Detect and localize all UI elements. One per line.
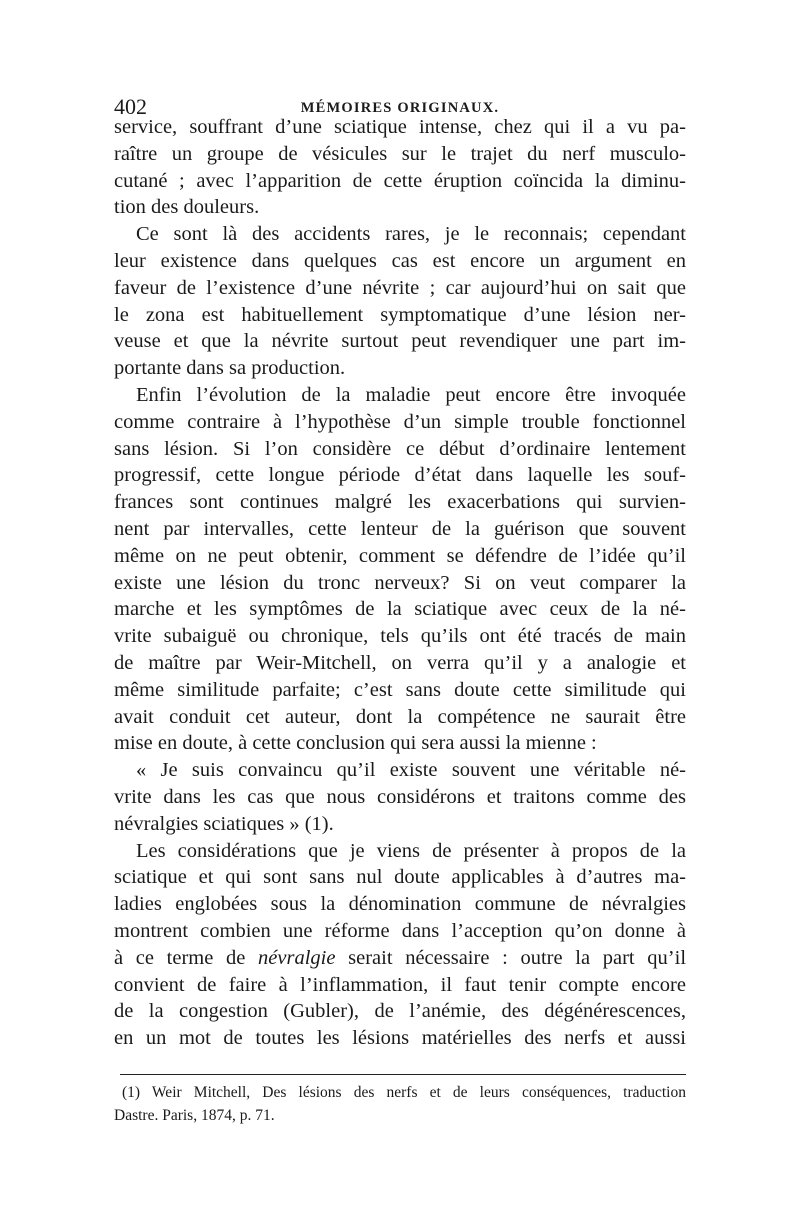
page-number: 402 [114, 94, 147, 119]
text-line: montrent combien une réforme dans l’acception qu’on donne à [114, 919, 686, 942]
paragraph-start: Enfin l’évolution de la maladie peut encore être invoquée [136, 383, 686, 406]
text-line-with-italic [114, 945, 686, 972]
paragraph-start: Ce sont là des accidents rares, je le reconnais; cependant [136, 223, 686, 246]
text-segment: serait nécessaire : outre la part qu’il [348, 946, 687, 969]
text-line: cutané ; avec l’apparition de cette éruption coïncida la diminu- [114, 169, 686, 192]
text-line: portante dans sa production. [114, 357, 346, 380]
footnote-rule [120, 1074, 686, 1075]
text-line: sciatique et qui sont sans nul doute applicables à d’autres ma- [114, 866, 686, 889]
text-line: marche et les symptômes de la sciatique avec ceux de la né- [114, 598, 686, 621]
paragraph-start: Les considérations que je viens de présenter à propos de la [136, 839, 686, 862]
text-line: de maître par Weir-Mitchell, on verra qu’il y a analogie et [114, 651, 686, 674]
text-line: de la congestion (Gubler), de l’anémie, des dégénérescences, [114, 1000, 686, 1023]
text-line: même on ne peut obtenir, comment se défendre de l’idée qu’il [114, 544, 686, 567]
text-line: comme contraire à l’hypothèse d’un simple trouble fonctionnel [114, 410, 686, 433]
footnote [114, 1081, 686, 1127]
text-line: existe une lésion du tronc nerveux? Si on veut comparer la [114, 571, 686, 594]
running-head: MÉMOIRES ORIGINAUX. [300, 100, 500, 116]
text-line: progressif, cette longue période d’état dans laquelle les souf- [114, 464, 686, 487]
footnote-line: Dastre. Paris, 1874, p. 71. [114, 1107, 275, 1124]
text-line: avait conduit cet auteur, dont la compétence ne saurait être [114, 705, 686, 728]
quotation-start: « Je suis convaincu qu’il existe souvent une véritable né- [136, 759, 686, 782]
text-line: mise en doute, à cette conclusion qui sera aussi la mienne : [114, 732, 597, 755]
text-line: vrite subaiguë ou chronique, tels qu’ils ont été tracés de main [114, 625, 686, 648]
text-line: convient de faire à l’inflammation, il faut tenir compte encore [114, 973, 686, 996]
text-line: frances sont continues malgré les exacerbations qui survien- [114, 491, 686, 514]
text-line: service, souffrant d’une sciatique intense, chez qui il a vu pa- [114, 116, 686, 138]
text-line: en un mot de toutes les lésions matérielles des nerfs et aussi [114, 1027, 686, 1050]
italic-term: névralgie [258, 946, 336, 969]
text-line: leur existence dans quelques cas est encore un argument en [114, 249, 686, 272]
text-line: sans lésion. Si l’on considère ce début d’ordinaire lentement [114, 437, 686, 460]
text-line: même similitude parfaite; c’est sans doute cette similitude qui [114, 678, 686, 701]
text-line: veuse et que la névrite surtout peut revendiquer une part im- [114, 330, 686, 353]
text-line: nent par intervalles, cette lenteur de la guérison que souvent [114, 517, 686, 540]
text-line: faveur de l’existence d’une névrite ; car aujourd’hui on sait que [114, 276, 686, 299]
text-segment: à ce terme de [114, 946, 246, 969]
text-line: tion des douleurs. [114, 196, 260, 219]
text-line: raître un groupe de vésicules sur le trajet du nerf musculo- [114, 142, 686, 165]
body-text [114, 114, 686, 1052]
text-line: ladies englobées sous la dénomination commune de névralgies [114, 893, 686, 916]
text-line: névralgies sciatiques » (1). [114, 812, 334, 835]
text-line: vrite dans les cas que nous considérons et traitons comme des [114, 785, 686, 808]
footnote-line: (1) Weir Mitchell, Des lésions des nerfs et de leurs conséquences, traduction [122, 1084, 686, 1101]
text-line: le zona est habituellement symptomatique d’une lésion ner- [114, 303, 686, 326]
